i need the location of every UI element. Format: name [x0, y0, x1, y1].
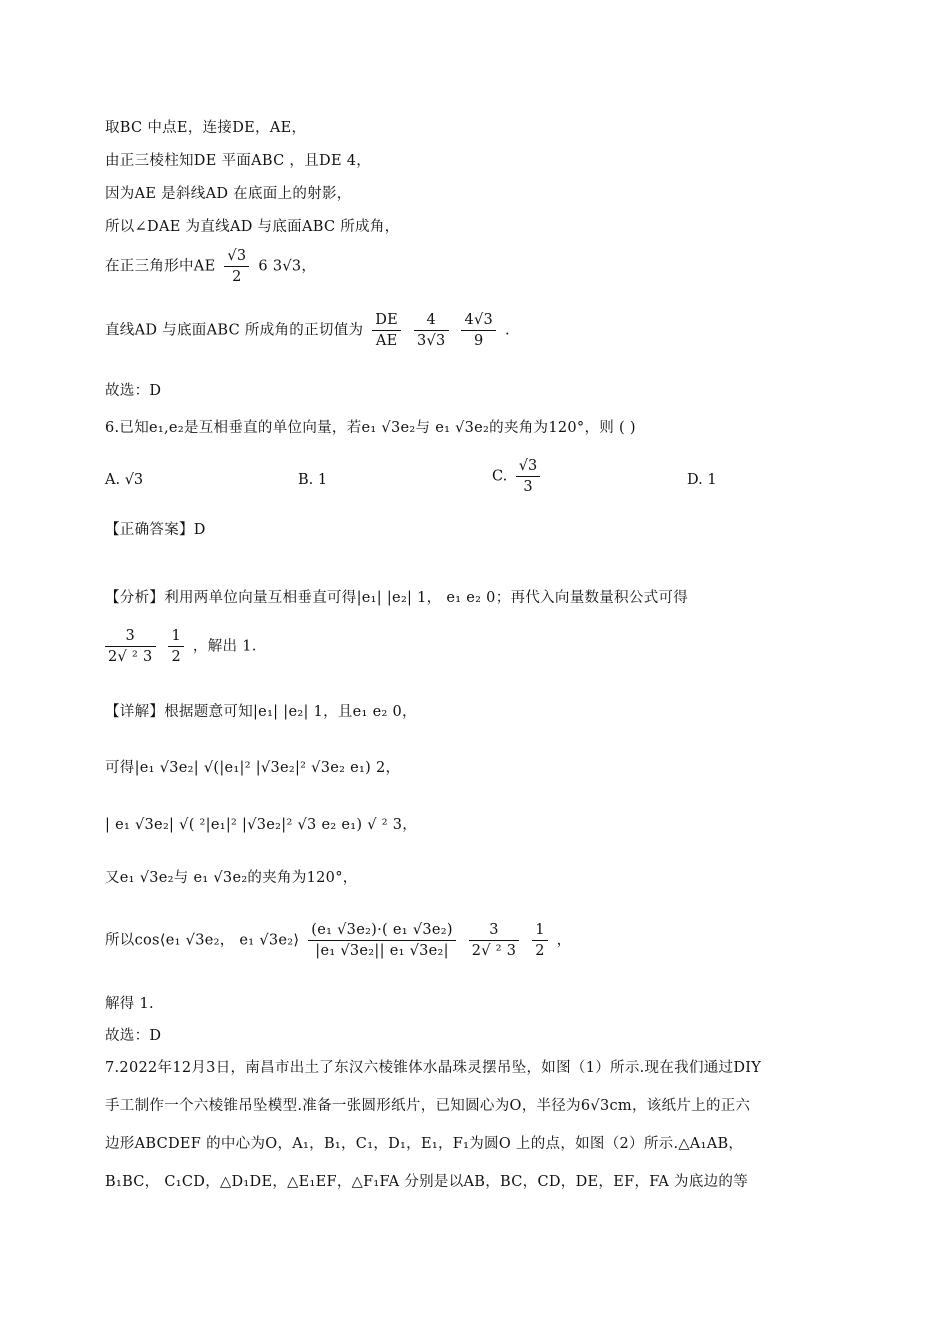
text-line: 因为AE 是斜线AD 在底面上的射影， [105, 186, 352, 202]
text-segment: 直线AD 与底面ABC 所成角的正切值为 [105, 322, 364, 339]
question-7-line: 7.2022年12月3日，南昌市出土了东汉六棱锥体水晶珠灵摆吊坠，如图（1）所示.现在我们通过DIY [105, 1060, 762, 1076]
option-c [492, 456, 544, 497]
denominator: 2 [232, 269, 242, 285]
text-line: 解得 1. [105, 996, 154, 1012]
numerator: √3 [516, 456, 540, 477]
detail-line: | e₁ √3e₂| √( ²|e₁|² |√3e₂|² √3 e₂ e₁) √ ² 3， [105, 817, 418, 833]
fraction [461, 310, 496, 351]
detail-line: 可得|e₁ √3e₂| √(|e₁|² |√3e₂|² √3e₂ e₁) 2， [105, 760, 401, 776]
denominator: 2 [171, 649, 181, 665]
text-line: 故选：D [105, 1028, 162, 1044]
text-line: 取BC 中点E，连接DE，AE， [105, 120, 307, 136]
text-line: 所以∠DAE 为直线AD 与底面ABC 所成角， [105, 219, 400, 235]
denominator: AE [375, 333, 398, 349]
question-6: 6.已知e₁,e₂是互相垂直的单位向量，若e₁ √3e₂与 e₁ √3e₂的夹角为120°，则 ( ) [105, 420, 636, 436]
text-line: 故选：D [105, 383, 162, 399]
question-7-line: B₁BC， C₁CD，△D₁DE，△E₁EF，△F₁FA 分别是以AB，BC，CD，DE，EF，FA 为底边的等 [105, 1174, 749, 1190]
numerator: DE [372, 310, 401, 331]
analysis-line-fraction [105, 626, 257, 667]
text-segment: 所以cos⟨e₁ √3e₂， e₁ √3e₂⟩ [105, 932, 300, 949]
denominator: 3 [523, 479, 533, 495]
fraction [414, 310, 449, 351]
denominator: 2√ ² 3 [471, 943, 517, 959]
denominator: 2√ ² 3 [108, 649, 153, 665]
text-segment: . [505, 322, 510, 339]
fraction [308, 920, 456, 961]
question-7-line: 边形ABCDEF 的中心为O，A₁，B₁，C₁，D₁，E₁，F₁为圆O 上的点，如图（2）所示.△A₁AB， [105, 1136, 744, 1152]
numerator: 3 [105, 626, 156, 647]
text-segment: 6 3√3， [258, 258, 317, 275]
correct-answer: 【正确答案】D [105, 522, 206, 538]
text-line-fraction [105, 310, 510, 351]
text-segment: 在正三角形中AE [105, 258, 216, 275]
analysis-line: 【分析】利用两单位向量互相垂直可得|e₁| |e₂| 1， e₁ e₂ 0；再代入向量数量积公式可得 [105, 590, 689, 606]
fraction [532, 920, 548, 961]
denominator: 3√3 [416, 333, 446, 349]
text-segment: ， [556, 932, 572, 949]
numerator: √3 [224, 246, 249, 267]
numerator: (e₁ √3e₂)·( e₁ √3e₂) [308, 920, 456, 941]
numerator: 1 [532, 920, 548, 941]
option-d: D. 1 [687, 472, 717, 488]
numerator: 4√3 [461, 310, 496, 331]
detail-line: 【详解】根据题意可知|e₁| |e₂| 1，且e₁ e₂ 0， [105, 704, 417, 720]
fraction [224, 246, 249, 287]
numerator: 4 [414, 310, 449, 331]
detail-line-fraction [105, 920, 571, 961]
question-7-line: 手工制作一个六棱锥吊坠模型.准备一张圆形纸片，已知圆心为O，半径为6√3cm，该纸片上的正六 [105, 1098, 751, 1114]
denominator: 2 [535, 943, 545, 959]
text-segment: ，解出 1. [192, 638, 257, 655]
fraction [105, 626, 156, 667]
option-b: B. 1 [298, 472, 328, 488]
fraction [372, 310, 401, 351]
numerator: 3 [469, 920, 520, 941]
detail-line: 又e₁ √3e₂与 e₁ √3e₂的夹角为120°， [105, 870, 358, 886]
option-label: C. [492, 468, 508, 485]
fraction [516, 456, 540, 497]
denominator: 9 [474, 333, 484, 349]
text-line: 由正三棱柱知DE 平面ABC ，且DE 4， [105, 153, 372, 169]
numerator: 1 [168, 626, 184, 647]
option-a: A. √3 [105, 472, 144, 488]
denominator: |e₁ √3e₂|| e₁ √3e₂| [315, 943, 449, 959]
fraction [168, 626, 184, 667]
text-line-fraction [105, 246, 316, 287]
fraction [469, 920, 520, 961]
